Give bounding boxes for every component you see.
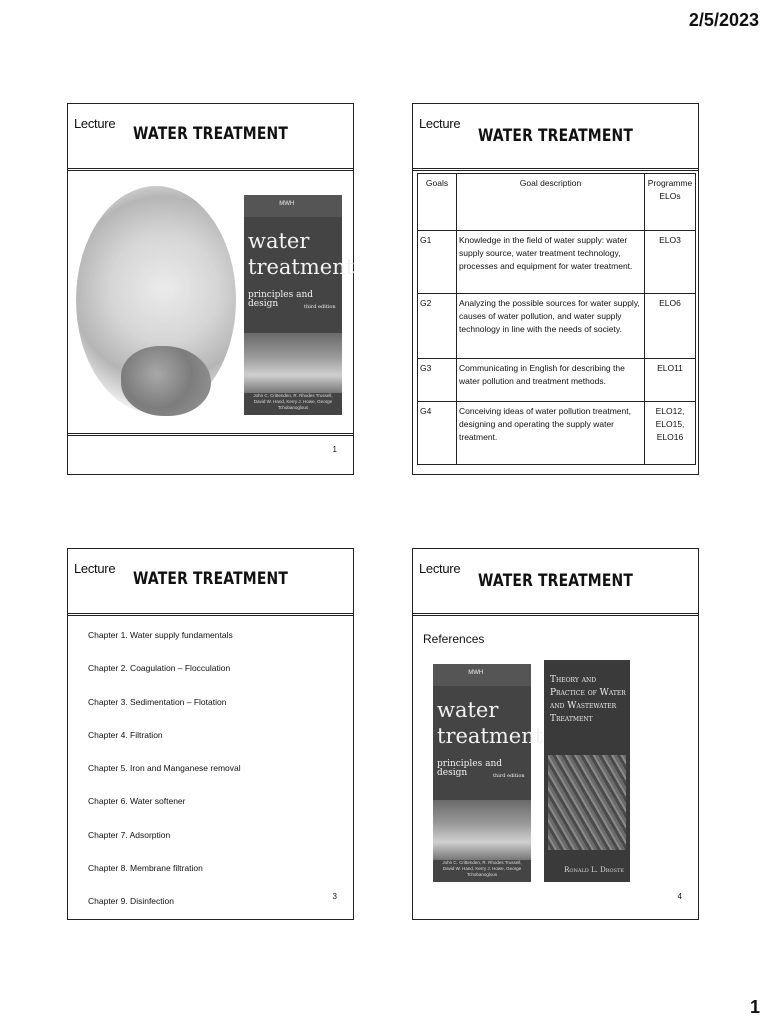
goal-description-cell: Analyzing the possible sources for water supply, causes of water pollution, and water supply technology in line with the needs of society.: [457, 294, 645, 359]
slide-title: WATER TREATMENT: [477, 126, 634, 146]
book-authors: John C. Crittenden, R. Rhodes Trussell, David W. Hand, Kerry J. Howe, George Tchobanoglous: [442, 860, 522, 878]
slide-2: [412, 103, 699, 475]
book2-author: Ronald L. Droste: [564, 866, 624, 874]
goal-cell: G2: [418, 294, 457, 359]
book-title-line1: water: [248, 229, 310, 253]
slide-footer: [68, 433, 353, 474]
references-label: References: [423, 632, 485, 646]
table-row: [418, 402, 696, 465]
book2-title: Theory and Practice of Water and Wastewater Treatment: [550, 675, 626, 725]
book-title-line2: treatment: [437, 724, 544, 748]
list-item: Chapter 3. Sedimentation – Flotation: [88, 696, 227, 707]
book-title-line2: treatment: [248, 255, 355, 279]
column-header: Goal description: [457, 174, 645, 231]
page-date: 2/5/2023: [688, 10, 759, 30]
lecture-label: Lecture: [74, 561, 116, 576]
book-subtitle: principles and design: [248, 290, 314, 309]
list-item: Chapter 4. Filtration: [88, 729, 163, 740]
goal-description-cell: Knowledge in the field of water supply: water supply source, water treatment technology, processes and equipment for water treatment.: [457, 231, 645, 294]
slide-header: [413, 104, 698, 171]
slide-header: [68, 549, 353, 616]
goal-description-cell: Conceiving ideas of water pollution treatment, designing and operating the supply water treatment.: [457, 402, 645, 465]
goals-table: [417, 173, 696, 465]
lecture-label: Lecture: [74, 116, 116, 131]
slide-number: 3: [332, 892, 337, 901]
list-item: Chapter 7. Adsorption: [88, 829, 171, 840]
list-item: Chapter 1. Water supply fundamentals: [88, 630, 233, 640]
slide-4: [412, 548, 699, 920]
list-item: Chapter 8. Membrane filtration: [88, 863, 203, 874]
book-subtitle: principles and design: [437, 759, 503, 778]
goal-description-cell: Communicating in English for describing the water pollution and treatment methods.: [457, 359, 645, 402]
goal-cell: G4: [418, 402, 457, 465]
elo-cell: ELO12, ELO15, ELO16: [645, 402, 696, 465]
book-logo: MWH: [468, 670, 484, 676]
table-row: [418, 294, 696, 359]
book-edition: third edition: [304, 304, 336, 310]
table-header-row: [418, 174, 696, 231]
slide-number: 4: [677, 892, 682, 901]
book2-photo: [548, 755, 626, 850]
column-header: Goals: [418, 174, 457, 231]
goal-cell: G3: [418, 359, 457, 402]
book-logo: MWH: [279, 201, 295, 207]
slide-title: WATER TREATMENT: [477, 571, 634, 591]
page-number: 1: [749, 997, 760, 1017]
chapter-list: [88, 630, 241, 930]
plant-photo: [433, 800, 531, 860]
book-cover-theory-practice: [544, 660, 630, 882]
elo-cell: ELO11: [645, 359, 696, 402]
hands-icon: [121, 346, 211, 416]
book-cover-water-treatment: [433, 664, 544, 882]
slide-title: WATER TREATMENT: [132, 569, 289, 589]
goal-cell: G1: [418, 231, 457, 294]
list-item: Chapter 2. Coagulation – Flocculation: [88, 663, 231, 674]
plant-photo: [244, 333, 342, 393]
lecture-label: Lecture: [419, 116, 461, 131]
lecture-label: Lecture: [419, 561, 461, 576]
list-item: Chapter 6. Water softener: [88, 796, 186, 807]
table-row: [418, 359, 696, 402]
book-authors: John C. Crittenden, R. Rhodes Trussell, David W. Hand, Kerry J. Howe, George Tchobanoglous: [253, 393, 333, 411]
book-cover-water-treatment: [244, 195, 355, 415]
globe-hands-image: [76, 186, 236, 414]
column-header: Programme ELOs: [645, 174, 696, 231]
book-title-line1: water: [437, 698, 499, 722]
table-row: [418, 231, 696, 294]
slide-header: [413, 549, 698, 616]
slide-3: [67, 548, 354, 920]
slide-1: [67, 103, 354, 475]
slide-title: WATER TREATMENT: [132, 124, 289, 144]
elo-cell: ELO3: [645, 231, 696, 294]
list-item: Chapter 5. Iron and Manganese removal: [88, 763, 241, 774]
book-edition: third edition: [493, 773, 525, 779]
elo-cell: ELO6: [645, 294, 696, 359]
list-item: Chapter 9. Disinfection: [88, 896, 174, 907]
slide-number: 1: [332, 445, 337, 454]
slide-header: [68, 104, 353, 171]
